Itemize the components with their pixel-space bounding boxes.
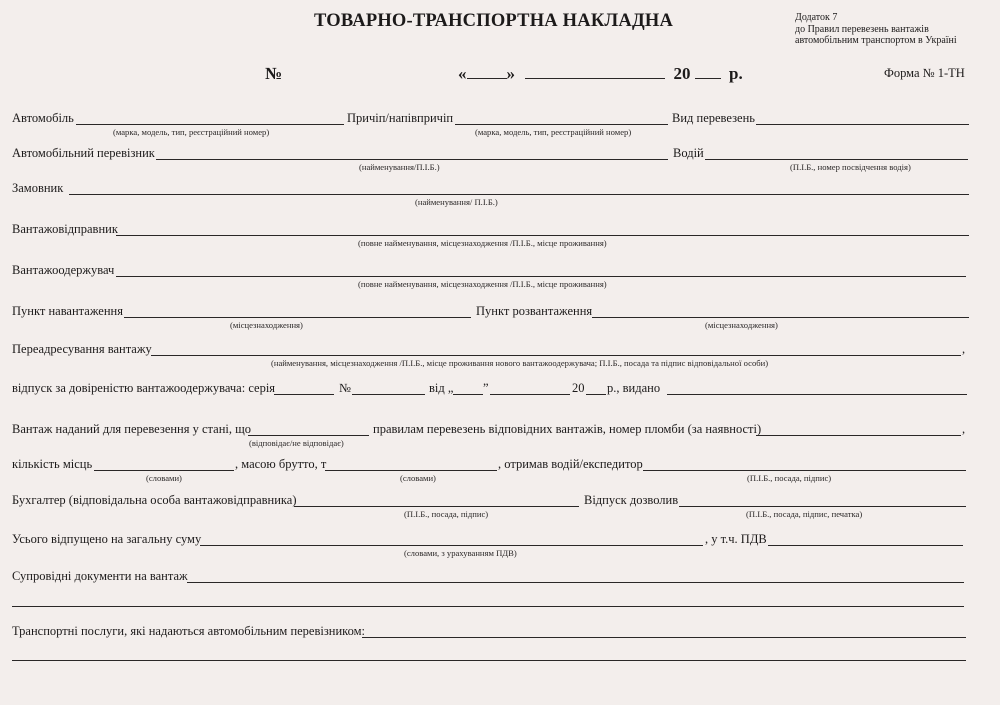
accountant-hint: (П.І.Б., посада, підпис) [404, 509, 489, 519]
trust-day-field[interactable] [453, 394, 483, 395]
vat-field[interactable] [768, 545, 963, 546]
shipper-hint: (повне найменування, місцезнаходження /П.І.Б., місце проживання) [358, 238, 607, 248]
date-open-quote: « [458, 64, 467, 83]
transport-services-label: Транспортні послуги, які надаються автомобільним перевізником: [12, 624, 366, 638]
trust-issued-label: р., видано [607, 381, 661, 395]
received-hint: (П.І.Б., посада, підпис) [747, 473, 832, 483]
loading-point-field[interactable] [124, 317, 471, 318]
trust-series-field[interactable] [274, 394, 334, 395]
carrier-label: Автомобільний перевізник [12, 146, 155, 160]
trust-issued-field[interactable] [667, 394, 967, 395]
readdress-hint: (найменування, місцезнаходження /П.І.Б., місце проживання нового вантажоодержувача; П.І.Б., посада та підпис відповідальної особи) [271, 358, 769, 368]
trust-label: відпуск за довіреністю вантажоодержувача: серія [12, 381, 276, 395]
places-field[interactable] [94, 470, 234, 471]
accompanying-docs-field-line2[interactable] [12, 606, 964, 607]
car-hint: (марка, модель, тип, реєстраційний номер) [113, 127, 270, 137]
readdress-label: Переадресування вантажу [12, 342, 152, 356]
document-title: ТОВАРНО-ТРАНСПОРТНА НАКЛАДНА [314, 11, 674, 31]
accompanying-docs-field[interactable] [187, 582, 964, 583]
total-sum-hint: (словами, з урахуванням ПДВ) [404, 548, 517, 558]
customer-field[interactable] [69, 194, 969, 195]
appendix-line: Додаток 7 [795, 12, 838, 23]
gross-weight-field[interactable] [325, 470, 497, 471]
vat-label: , у т.ч. ПДВ [705, 532, 767, 546]
shipper-field[interactable] [116, 235, 969, 236]
places-label: кількість місць [12, 457, 93, 471]
trust-month-field[interactable] [490, 394, 570, 395]
transport-type-label: Вид перевезень [672, 111, 755, 125]
trust-number-field[interactable] [352, 394, 425, 395]
received-label: , отримав водій/експедитор [498, 457, 643, 471]
date-day-blank[interactable] [467, 66, 507, 79]
gross-weight-label: , масою брутто, т [235, 457, 327, 471]
transport-services-field-line2[interactable] [12, 660, 966, 661]
trust-year-field[interactable] [586, 394, 606, 395]
release-permitted-field[interactable] [679, 506, 966, 507]
cargo-state-field[interactable] [248, 435, 369, 436]
trust-from-label: від „ [429, 381, 454, 395]
cargo-state-hint: (відповідає/не відповідає) [249, 438, 344, 448]
trust-year-prefix: 20 [572, 381, 585, 395]
carrier-hint: (найменування/П.І.Б.) [359, 162, 440, 172]
driver-label: Водій [673, 146, 704, 160]
appendix-note [795, 12, 957, 47]
accountant-label: Бухгалтер (відповідальна особа вантажовідправника) [12, 493, 297, 507]
trailer-field[interactable] [455, 124, 668, 125]
date-suffix: р. [729, 64, 743, 83]
cargo-rules-comma: , [962, 422, 966, 436]
cargo-rules-label: правилам перевезень відповідних вантажів, номер пломби (за наявності) [373, 422, 762, 436]
accompanying-docs-label: Супровідні документи на вантаж [12, 569, 188, 583]
unloading-point-label: Пункт розвантаження [476, 304, 593, 318]
accountant-field[interactable] [294, 506, 579, 507]
consignee-field[interactable] [116, 276, 966, 277]
total-sum-label: Усього відпущено на загальну суму [12, 532, 202, 546]
shipper-label: Вантажовідправник [12, 222, 118, 236]
trailer-label: Причіп/напівпричіп [347, 111, 454, 125]
loading-point-hint: (місцезнаходження) [230, 320, 303, 330]
customer-hint: (найменування/ П.І.Б.) [415, 197, 498, 207]
date-year-blank[interactable] [695, 66, 721, 79]
document-number-sign: № [265, 64, 283, 83]
date-line [458, 64, 743, 84]
release-permitted-hint: (П.І.Б., посада, підпис, печатка) [746, 509, 863, 519]
readdress-comma: , [962, 342, 966, 356]
seal-number-field[interactable] [756, 435, 961, 436]
release-permitted-label: Відпуск дозволив [584, 493, 679, 507]
trust-close-quote: ” [483, 381, 489, 395]
unloading-point-field[interactable] [592, 317, 969, 318]
form-number: Форма № 1-ТН [884, 66, 965, 80]
transport-type-field[interactable] [756, 124, 969, 125]
unloading-point-hint: (місцезнаходження) [705, 320, 778, 330]
transport-services-field[interactable] [362, 637, 966, 638]
appendix-line: автомобільним транспортом в Україні [795, 35, 957, 47]
car-label: Автомобіль [12, 111, 74, 125]
trust-number-sign: № [339, 381, 351, 395]
places-hint: (словами) [146, 473, 182, 483]
carrier-field[interactable] [156, 159, 668, 160]
consignee-label: Вантажоодержувач [12, 263, 115, 277]
gross-weight-hint: (словами) [400, 473, 436, 483]
loading-point-label: Пункт навантаження [12, 304, 123, 318]
total-sum-field[interactable] [200, 545, 703, 546]
driver-hint: (П.І.Б., номер посвідчення водія) [790, 162, 911, 172]
date-year-prefix: 20 [673, 64, 691, 83]
trailer-hint: (марка, модель, тип, реєстраційний номер) [475, 127, 632, 137]
car-field[interactable] [76, 124, 344, 125]
consignee-hint: (повне найменування, місцезнаходження /П.І.Б., місце проживання) [358, 279, 607, 289]
customer-label: Замовник [12, 181, 64, 195]
cargo-state-label: Вантаж наданий для перевезення у стані, що [12, 422, 251, 436]
appendix-line: до Правил перевезень вантажів [795, 23, 929, 35]
date-month-blank[interactable] [525, 66, 665, 79]
readdress-field[interactable] [151, 355, 961, 356]
received-field[interactable] [643, 470, 966, 471]
date-close-quote: » [506, 64, 515, 83]
driver-field[interactable] [705, 159, 968, 160]
